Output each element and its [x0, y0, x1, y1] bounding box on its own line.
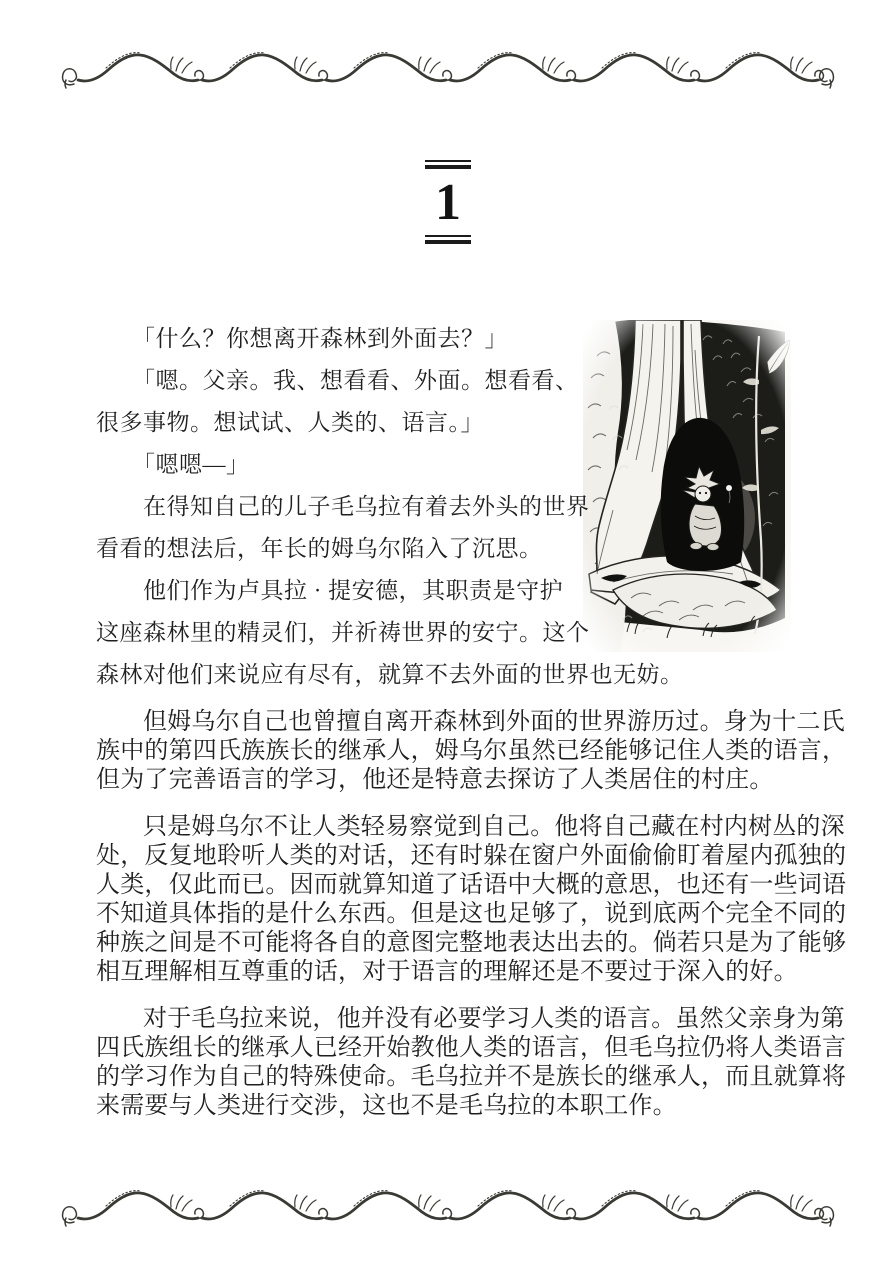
paragraph	[96, 708, 847, 795]
text-line: 「嗯。父亲。我、想看看、外面。想看看、	[132, 368, 579, 393]
text-line: 只是姆乌尔不让人类轻易察觉到自己。他将自己藏在村内树丛的深	[143, 814, 845, 840]
chapter-heading	[0, 160, 896, 244]
text-line: 处，反复地聆听人类的对话，还有时躲在窗户外面偷偷盯着屋内孤独的	[96, 843, 847, 869]
text-line: 相互理解相互尊重的话，对于语言的理解还是不要过于深入的好。	[96, 959, 798, 985]
chapter-number: 1	[435, 174, 461, 231]
text-line: 看看的想法后，年长的姆乌尔陷入了沉思。	[96, 536, 543, 561]
scroll-wave-ornament-bottom	[60, 1186, 836, 1232]
heading-rule-bottom	[425, 235, 471, 244]
text-line: 很多事物。想试试、人类的、语言。」	[96, 410, 484, 435]
paragraph	[96, 1005, 847, 1121]
text-line: 「嗯嗯—」	[132, 452, 250, 477]
text-line: 「什么？你想离开森林到外面去？」	[132, 326, 508, 351]
text-line: 的学习作为自己的特殊使命。毛乌拉并不是族长的继承人，而且就算将	[96, 1064, 847, 1090]
text-line: 种族之间是不可能将各自的意图完整地表达出去的。倘若只是为了能够	[96, 930, 847, 956]
text-line: 森林对他们来说应有尽有，就算不去外面的世界也无妨。	[96, 662, 684, 687]
text-line: 但姆乌尔自己也曾擅自离开森林到外面的世界游历过。身为十二氏	[143, 709, 845, 735]
text-line: 来需要与人类进行交涉，这也不是毛乌拉的本职工作。	[96, 1093, 677, 1119]
text-line: 四氏族组长的继承人已经开始教他人类的语言，但毛乌拉仍将人类语言	[96, 1035, 847, 1061]
text-line: 人类，仅此而已。因而就算知道了话语中大概的意思，也还有一些词语	[96, 872, 847, 898]
text-column-beside-illustration	[96, 318, 684, 696]
text-line: 族中的第四氏族族长的继承人，姆乌尔虽然已经能够记住人类的语言，	[96, 738, 847, 764]
text-line: 不知道具体指的是什么东西。但是这也足够了，说到底两个完全不同的	[96, 901, 847, 927]
rule-thin	[425, 235, 471, 237]
heading-rule-top	[425, 160, 471, 169]
text-line: 但为了完善语言的学习，他还是特意去探访了人类居住的村庄。	[96, 767, 774, 793]
rule-thick	[425, 240, 471, 244]
paragraph	[96, 813, 847, 987]
text-line: 他们作为卢具拉 · 提安德，其职责是守护	[143, 578, 564, 603]
text-full-width	[96, 708, 847, 1139]
text-line: 这座森林里的精灵们，并祈祷世界的安宁。这个	[96, 620, 590, 645]
scroll-wave-ornament-top	[60, 48, 836, 94]
rule-thin	[425, 160, 471, 162]
text-line: 对于毛乌拉来说，他并没有必要学习人类的语言。虽然父亲身为第	[143, 1006, 845, 1032]
rule-thick	[425, 165, 471, 169]
text-line: 在得知自己的儿子毛乌拉有着去外头的世界	[143, 494, 590, 519]
